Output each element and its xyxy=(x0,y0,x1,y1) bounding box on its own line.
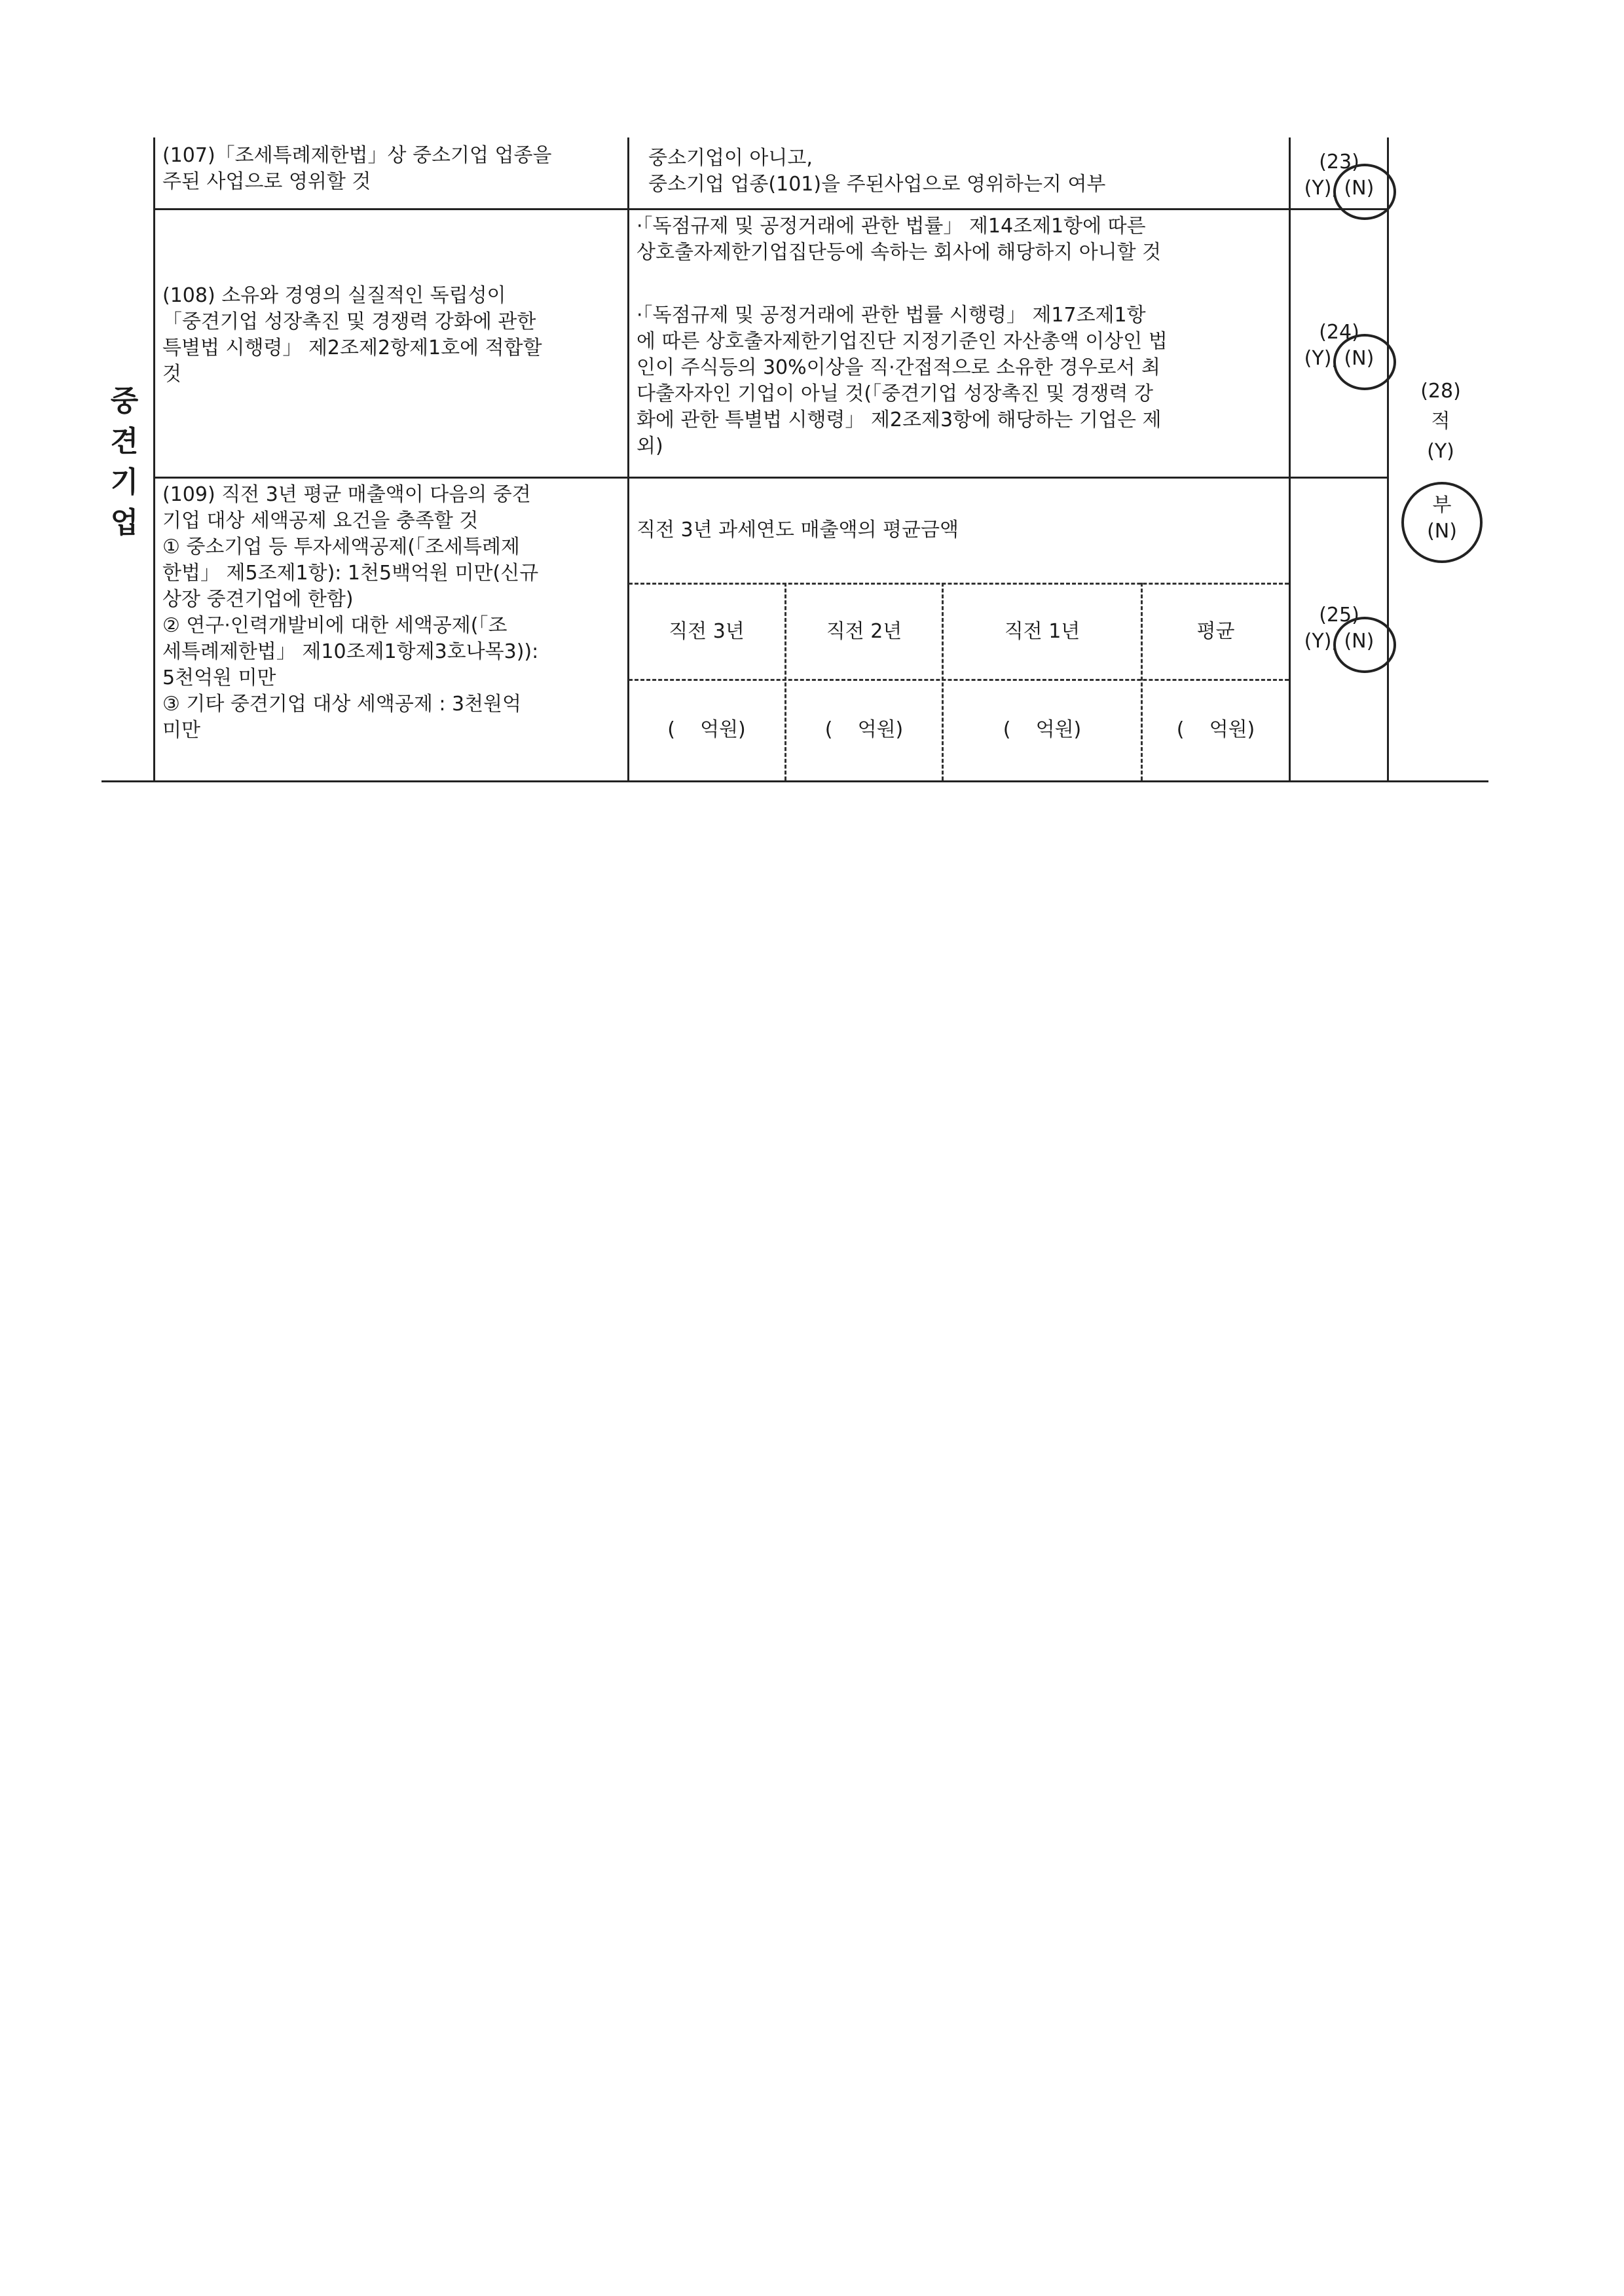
row108-check-a xyxy=(637,213,1161,266)
row109-criterion-line: 한법」 제5조제1항): 1천5백억원 미만(신규 xyxy=(162,562,539,585)
row107-options: (Y), (N) xyxy=(1304,177,1375,200)
row108-code: (24) xyxy=(1319,321,1359,344)
row109-code: (25) xyxy=(1319,604,1359,627)
row107-code: (23) xyxy=(1319,151,1359,173)
row109-criterion-line: 세특례제한법」 제10조제1항제3호나목3)): xyxy=(162,640,539,663)
amount-value-2y[interactable]: ( 억원) xyxy=(824,718,904,741)
row108-check-b-line: 인이 주식등의 30%이상을 직·간접적으로 소유한 경우로서 최 xyxy=(637,356,1160,379)
row109-criterion-line: 상장 중견기업에 한함) xyxy=(162,588,354,611)
overall-fit-en: (Y) xyxy=(1427,440,1454,463)
row108-check-b-line: 외) xyxy=(637,435,663,458)
amount-grid-top xyxy=(629,583,1289,585)
amount-value-3y[interactable]: ( 억원) xyxy=(667,718,746,741)
overall-unfit xyxy=(1401,492,1483,545)
overall-unfit-label: 부 xyxy=(1432,494,1452,517)
row108-selected-n-circle[interactable] xyxy=(1333,334,1396,390)
row109-options: (Y), (N) xyxy=(1304,630,1375,653)
row107-check xyxy=(648,145,1105,198)
row108-options: (Y), (N) xyxy=(1304,347,1375,370)
section-label xyxy=(105,381,144,543)
row107-selected-n-circle[interactable] xyxy=(1333,164,1396,220)
table-divider-code xyxy=(1289,137,1291,782)
row108-criterion-line: 특별법 시행령」 제2조제2항제1호에 적합할 xyxy=(162,337,542,359)
row108-check-b-line: 다출자자인 기업이 아닐 것(「중견기업 성장촉진 및 경쟁력 강 xyxy=(637,382,1153,405)
row108-criterion-line: 것 xyxy=(162,363,181,386)
amount-header-1y: 직전 1년 xyxy=(1004,620,1080,643)
table-divider-criterion xyxy=(627,137,629,782)
row107-criterion-line: (107)「조세특례제한법」상 중소기업 업종을 xyxy=(162,144,552,167)
amount-header-3y: 직전 3년 xyxy=(669,620,745,643)
section-label-char: 중 xyxy=(110,384,139,418)
overall-unfit-en: (N) xyxy=(1427,520,1457,543)
table-border-left xyxy=(153,137,155,782)
row108-check-b-line: 화에 관한 특별법 시행령」 제2조제3항에 해당하는 기업은 제 xyxy=(637,409,1162,431)
amount-grid-col1 xyxy=(784,583,786,780)
row109-criterion-line: ① 중소기업 등 투자세액공제(「조세특례제 xyxy=(162,536,520,558)
row108-criterion-line: (108) 소유와 경영의 실질적인 독립성이 xyxy=(162,284,506,307)
row107-criterion-line: 주된 사업으로 영위할 것 xyxy=(162,170,371,193)
row108-criterion-line: 「중견기업 성장촉진 및 경쟁력 강화에 관한 xyxy=(162,310,536,333)
amount-grid-col2 xyxy=(942,583,944,780)
amount-header-avg: 평균 xyxy=(1196,620,1235,643)
row109-criterion-line: 5천억원 미만 xyxy=(162,666,276,689)
row109-criterion-line: ② 연구·인력개발비에 대한 세액공제(「조 xyxy=(162,614,507,637)
overall-fit-label: 적 xyxy=(1431,410,1450,433)
row109-criterion-line: ③ 기타 중견기업 대상 세액공제 : 3천원억 xyxy=(162,693,522,716)
overall-code: (28) xyxy=(1420,380,1461,403)
row108-criterion xyxy=(162,283,542,388)
amount-value-avg[interactable]: ( 억원) xyxy=(1176,718,1255,741)
amount-value-1y[interactable]: ( 억원) xyxy=(1003,718,1082,741)
amount-grid-col3 xyxy=(1141,583,1143,780)
row-divider-108-109 xyxy=(153,477,1389,479)
amount-header-2y: 직전 2년 xyxy=(826,620,902,643)
row109-criterion-line: (109) 직전 3년 평균 매출액이 다음의 중견 xyxy=(162,483,531,506)
overall-fit xyxy=(1388,378,1493,465)
row109-criterion xyxy=(162,482,538,744)
row107-criterion xyxy=(162,143,551,195)
amount-grid-middle xyxy=(629,679,1289,681)
row108-check-b-line: 에 따른 상호출자제한기업진단 지정기준인 자산총액 이상인 법 xyxy=(637,330,1168,353)
row-divider-107-108 xyxy=(153,208,1389,210)
section-label-char: 기 xyxy=(110,465,139,499)
section-label-char: 견 xyxy=(110,425,139,458)
row109-criterion-line: 미만 xyxy=(162,719,200,742)
row108-check-b-line: ·「독점규제 및 공정거래에 관한 법률 시행령」 제17조제1항 xyxy=(637,304,1146,327)
row107-check-line: 중소기업 업종(101)을 주된사업으로 영위하는지 여부 xyxy=(648,173,1106,196)
row107-check-line: 중소기업이 아니고, xyxy=(648,147,813,170)
row108-check-a-line: ·「독점규제 및 공정거래에 관한 법률」 제14조제1항에 따른 xyxy=(637,215,1146,238)
row108-check-a-line: 상호출자제한기업집단등에 속하는 회사에 해당하지 아니할 것 xyxy=(637,241,1162,264)
row108-check-b xyxy=(637,302,1168,460)
row109-criterion-line: 기업 대상 세액공제 요건을 충족할 것 xyxy=(162,509,479,532)
row109-check: 직전 3년 과세연도 매출액의 평균금액 xyxy=(637,519,959,541)
table-border-bottom xyxy=(101,780,1488,782)
row109-selected-n-circle[interactable] xyxy=(1333,617,1396,673)
section-label-char: 업 xyxy=(110,506,139,539)
